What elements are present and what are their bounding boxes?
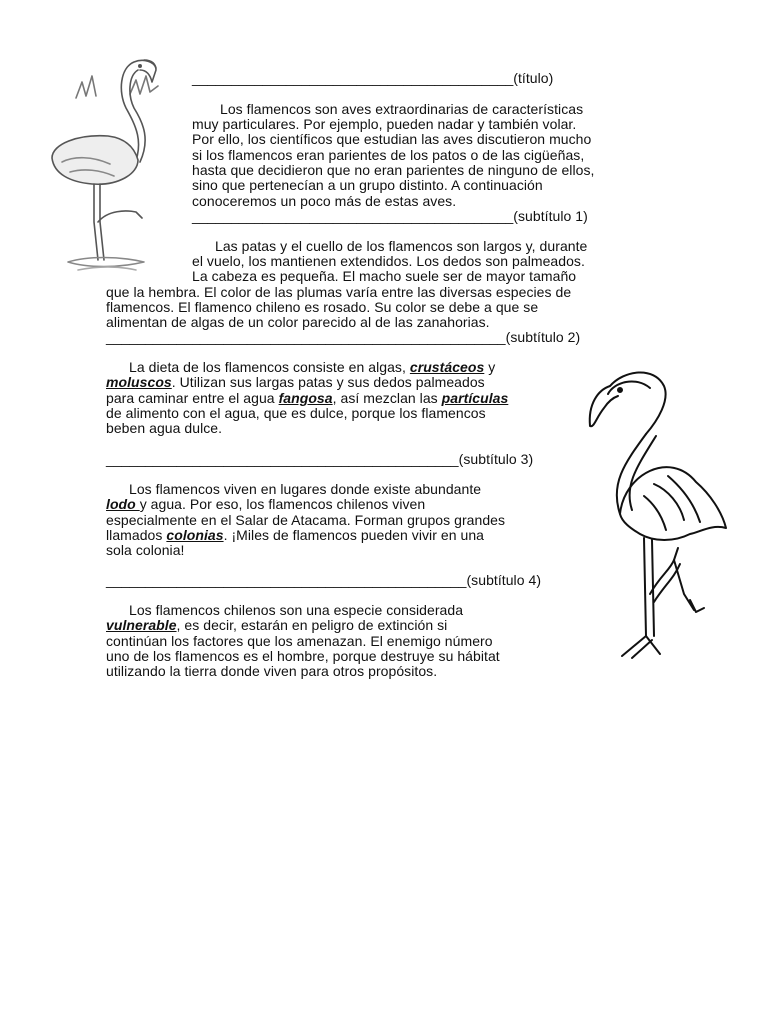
subtitle-2-label: (subtítulo 2): [505, 329, 581, 345]
subtitle-2-blank[interactable]: ___________________________________________________: [106, 329, 506, 345]
subtitle-4-line: [106, 573, 541, 588]
section-4-line: vulnerable, es decir, estarán en peligro de extinción si: [106, 617, 448, 633]
subtitle-3-line: [106, 452, 533, 467]
section-1-line: La cabeza es pequeña. El macho suele ser de mayor tamaño: [192, 268, 577, 284]
title-blank[interactable]: _________________________________________: [192, 70, 514, 86]
keyword-colonias: colonias: [166, 527, 224, 543]
intro-line: si los flamencos eran parientes de los patos o de las cigüeñas,: [192, 147, 585, 163]
subtitle-3-label: (subtítulo 3): [458, 451, 534, 467]
keyword-particulas: partículas: [441, 390, 509, 406]
section-2-line: de alimento con el agua, que es dulce, porque los flamencos: [106, 405, 486, 421]
section-1-line: alimentan de algas de un color parecido al de las zanahorias.: [106, 314, 490, 330]
title-label: (título): [513, 70, 554, 86]
keyword-fangosa: fangosa: [278, 390, 333, 406]
section-3-line: especialmente en el Salar de Atacama. Forman grupos grandes: [106, 512, 506, 528]
keyword-vulnerable: vulnerable: [106, 617, 177, 633]
section-2-line: beben agua dulce.: [106, 420, 223, 436]
section-4-line: uno de los flamencos es el hombre, porque destruye su hábitat: [106, 648, 500, 664]
section-4-line: continúan los factores que los amenazan. El enemigo número: [106, 633, 493, 649]
keyword-crustaceos: crustáceos: [409, 359, 485, 375]
section-3-line: Los flamencos viven en lugares donde existe abundante: [129, 481, 482, 497]
section-3-line: sola colonia!: [106, 542, 185, 558]
subtitle-4-label: (subtítulo 4): [466, 572, 542, 588]
section-2-line: para caminar entre el agua fangosa, así mezclan las partículas: [106, 390, 509, 406]
keyword-moluscos: moluscos: [106, 374, 172, 390]
section-3-line: lodo y agua. Por eso, los flamencos chilenos viven: [106, 496, 426, 512]
flamingo-illustration-top: [48, 46, 168, 276]
intro-line: Los flamencos son aves extraordinarias de características: [220, 101, 584, 117]
intro-line: hasta que decidieron que no eran parientes de ninguno de ellos,: [192, 162, 595, 178]
flamingo-illustration-right: [584, 364, 734, 664]
keyword-lodo: lodo: [106, 496, 140, 512]
section-1-line: el vuelo, los mantienen extendidos. Los dedos son palmeados.: [192, 253, 585, 269]
section-3-line: llamados colonias. ¡Miles de flamencos pueden vivir en una: [106, 527, 484, 543]
title-line: [192, 71, 553, 86]
subtitle-1-blank[interactable]: _________________________________________: [192, 208, 514, 224]
subtitle-1-line: [192, 209, 588, 224]
subtitle-3-blank[interactable]: _____________________________________________: [106, 451, 459, 467]
section-2-line: moluscos. Utilizan sus largas patas y sus dedos palmeados: [106, 374, 485, 390]
subtitle-4-blank[interactable]: ______________________________________________: [106, 572, 467, 588]
section-2-line: La dieta de los flamencos consiste en algas, crustáceos y: [129, 359, 496, 375]
section-1-line: que la hembra. El color de las plumas varía entre las diversas especies de: [106, 284, 572, 300]
subtitle-1-label: (subtítulo 1): [513, 208, 588, 224]
section-1-line: Las patas y el cuello de los flamencos son largos y, durante: [215, 238, 588, 254]
section-4-line: utilizando la tierra donde viven para otros propósitos.: [106, 663, 438, 679]
intro-line: conoceremos un poco más de estas aves.: [192, 193, 457, 209]
section-1-line: flamencos. El flamenco chileno es rosado. Su color se debe a que se: [106, 299, 539, 315]
intro-line: Por ello, los científicos que estudian las aves discutieron mucho: [192, 131, 592, 147]
section-4-line: Los flamencos chilenos son una especie considerada: [129, 602, 464, 618]
intro-line: muy particulares. Por ejemplo, pueden nadar y también volar.: [192, 116, 577, 132]
subtitle-2-line: [106, 330, 580, 345]
intro-line: sino que pertenecían a un grupo distinto. A continuación: [192, 177, 543, 193]
